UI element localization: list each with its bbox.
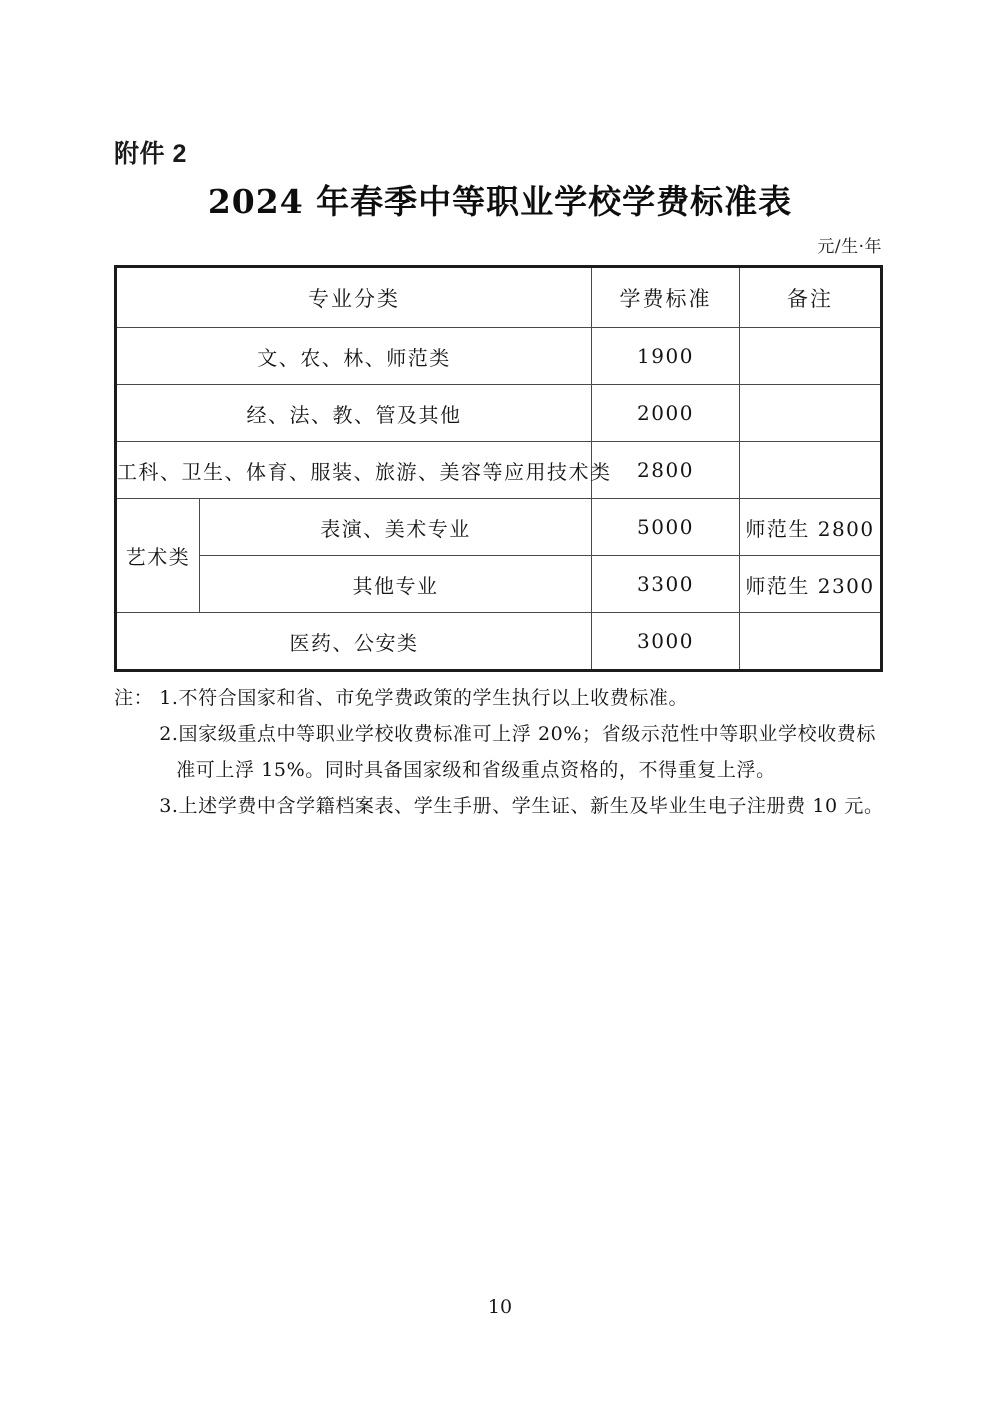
notes-label: 注： xyxy=(114,687,154,709)
cell-category: 工科、卫生、体育、服装、旅游、美容等应用技术类 xyxy=(116,442,592,499)
cell-category-group-arts: 艺术类 xyxy=(116,499,200,613)
cell-remark xyxy=(740,442,882,499)
table-row xyxy=(116,613,882,671)
cell-remark xyxy=(740,613,882,671)
column-header-fee-standard: 学费标准 xyxy=(592,267,740,328)
cell-fee: 2800 xyxy=(592,442,740,499)
table-row xyxy=(116,499,882,556)
cell-fee: 3000 xyxy=(592,613,740,671)
unit-note: 元/生·年 xyxy=(817,237,882,257)
cell-category: 文、农、林、师范类 xyxy=(116,328,592,385)
cell-remark xyxy=(740,385,882,442)
cell-fee: 2000 xyxy=(592,385,740,442)
table-row xyxy=(116,328,882,385)
cell-remark: 师范生 2300 xyxy=(740,556,882,613)
attachment-label: 附件 2 xyxy=(114,140,187,168)
page-title: 2024 年春季中等职业学校学费标准表 xyxy=(207,182,793,221)
cell-fee: 5000 xyxy=(592,499,740,556)
notes-list xyxy=(159,680,904,824)
cell-remark: 师范生 2800 xyxy=(740,499,882,556)
fee-table-container xyxy=(114,265,880,672)
cell-category: 其他专业 xyxy=(200,556,592,613)
column-header-remark: 备注 xyxy=(740,267,882,328)
cell-category: 表演、美术专业 xyxy=(200,499,592,556)
note-item-continuation: 准可上浮 15%。同时具备国家级和省级重点资格的，不得重复上浮。 xyxy=(176,759,776,781)
page-number: 10 xyxy=(487,1296,513,1318)
cell-category: 经、法、教、管及其他 xyxy=(116,385,592,442)
cell-remark xyxy=(740,328,882,385)
cell-fee: 3300 xyxy=(592,556,740,613)
cell-category: 医药、公安类 xyxy=(116,613,592,671)
notes-section xyxy=(114,680,904,824)
column-header-category: 专业分类 xyxy=(116,267,592,328)
cell-fee: 1900 xyxy=(592,328,740,385)
table-row xyxy=(116,442,882,499)
table-header-row xyxy=(116,267,882,328)
note-item: 3.上述学费中含学籍档案表、学生手册、学生证、新生及毕业生电子注册费 10 元。 xyxy=(159,795,884,817)
note-item: 2.国家级重点中等职业学校收费标准可上浮 20%；省级示范性中等职业学校收费标 xyxy=(159,723,877,745)
table-row xyxy=(116,385,882,442)
note-item: 1.不符合国家和省、市免学费政策的学生执行以上收费标准。 xyxy=(159,687,689,709)
table-row xyxy=(116,556,882,613)
notes-row xyxy=(114,680,904,824)
tuition-fee-table xyxy=(114,265,883,672)
